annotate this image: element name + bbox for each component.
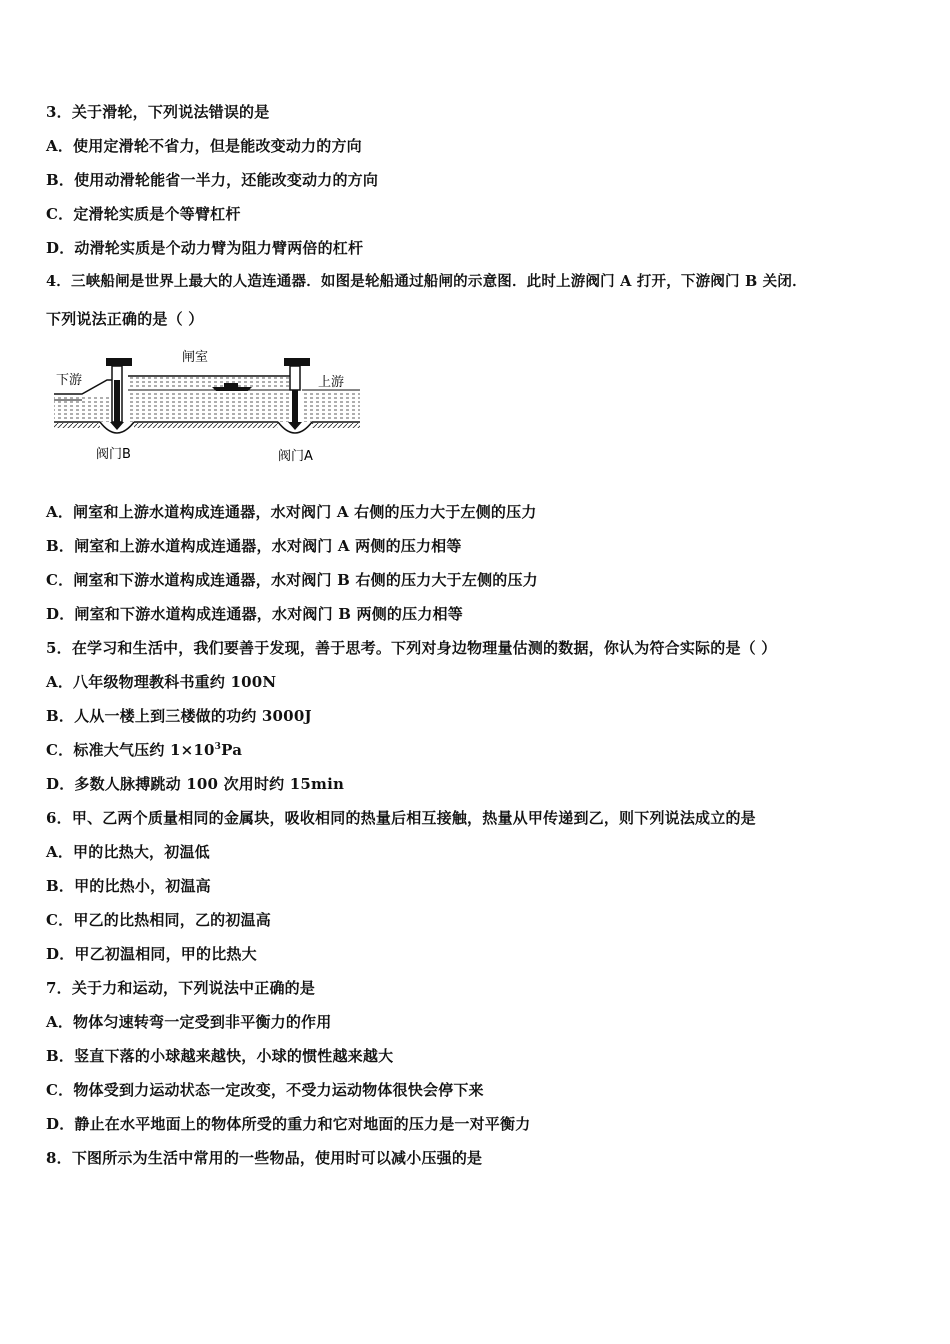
q5-option-a: A．八年级物理教科书重约 100N xyxy=(46,673,277,691)
label-valve-b: 阀门B xyxy=(96,447,131,462)
q4-stem-line2: 下列说法正确的是（ ） xyxy=(46,310,204,328)
q6-stem: 6．甲、乙两个质量相同的金属块，吸收相同的热量后相互接触，热量从甲传递到乙，则下列说法成立的是 xyxy=(46,809,756,827)
q5-stem: 5．在学习和生活中，我们要善于发现，善于思考。下列对身边物理量估测的数据，你认为符合实际的是（ ） xyxy=(46,639,777,657)
q6-option-a: A．甲的比热大，初温低 xyxy=(46,843,210,861)
q5-option-b: B．人从一楼上到三楼做的功约 3000J xyxy=(46,707,312,725)
q7-option-c: C．物体受到力运动状态一定改变，不受力运动物体很快会停下来 xyxy=(46,1081,484,1099)
q7-stem: 7．关于力和运动，下列说法中正确的是 xyxy=(46,979,316,997)
q5-option-d: D．多数人脉搏跳动 100 次用时约 15min xyxy=(46,775,345,793)
q4-option-a: A．闸室和上游水道构成连通器，水对阀门 A 右侧的压力大于左侧的压力 xyxy=(46,503,537,521)
lock-chamber xyxy=(128,376,294,422)
q3-option-b: B．使用动滑轮能省一半力，还能改变动力的方向 xyxy=(46,171,379,189)
q6-option-b: B．甲的比热小，初温高 xyxy=(46,877,211,895)
q4-option-c: C．闸室和下游水道构成连通器，水对阀门 B 右侧的压力大于左侧的压力 xyxy=(46,571,538,589)
q4-stem-line1: 4．三峡船闸是世界上最大的人造连通器．如图是轮船通过船闸的示意图．此时上游阀门 A 打开，下游阀门 B 关闭． xyxy=(46,273,807,290)
label-valve-a: 阀门A xyxy=(278,449,313,464)
q3-option-c: C．定滑轮实质是个等臂杠杆 xyxy=(46,205,241,223)
q6-option-c: C．甲乙的比热相同，乙的初温高 xyxy=(46,911,271,929)
label-chamber: 闸室 xyxy=(182,350,209,365)
q6-option-d: D．甲乙初温相同，甲的比热大 xyxy=(46,945,257,963)
label-upstream: 上游 xyxy=(318,375,345,390)
upstream-channel xyxy=(302,390,360,422)
q5-option-c xyxy=(46,740,242,760)
q3-stem: 3．关于滑轮，下列说法错误的是 xyxy=(46,103,270,121)
q5-option-c-suffix: Pa xyxy=(221,741,243,759)
q4-option-b: B．闸室和上游水道构成连通器，水对阀门 A 两侧的压力相等 xyxy=(46,537,462,555)
q4-option-d: D．闸室和下游水道构成连通器，水对阀门 B 两侧的压力相等 xyxy=(46,605,463,623)
ship-lock-figure xyxy=(52,344,362,469)
q8-stem: 8．下图所示为生活中常用的一些物品，使用时可以减小压强的是 xyxy=(46,1149,483,1167)
q5-option-c-prefix: C．标准大气压约 1×10 xyxy=(46,741,215,759)
q7-option-a: A．物体匀速转弯一定受到非平衡力的作用 xyxy=(46,1013,332,1031)
q3-option-a: A．使用定滑轮不省力，但是能改变动力的方向 xyxy=(46,137,362,155)
q5-option-c-exponent: 3 xyxy=(214,742,222,752)
q3-option-d: D．动滑轮实质是个动力臂为阻力臂两倍的杠杆 xyxy=(46,239,364,257)
q7-option-b: B．竖直下落的小球越来越快，小球的惯性越来越大 xyxy=(46,1047,394,1065)
label-downstream: 下游 xyxy=(56,373,83,388)
q7-option-d: D．静止在水平地面上的物体所受的重力和它对地面的压力是一对平衡力 xyxy=(46,1115,531,1133)
